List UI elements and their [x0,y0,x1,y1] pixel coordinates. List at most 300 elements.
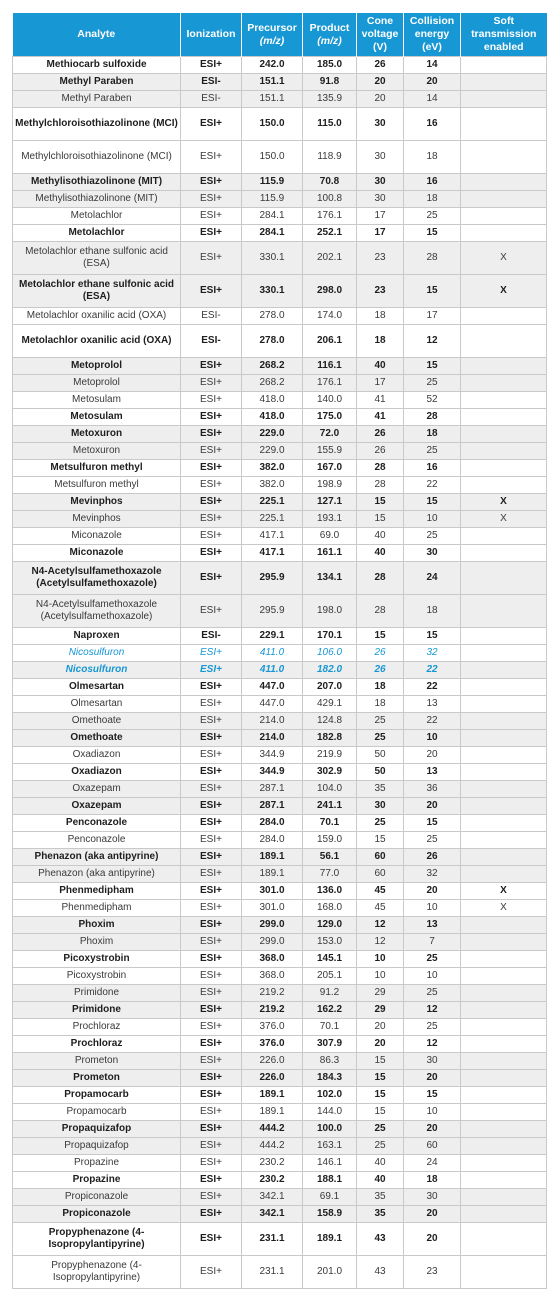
cone-voltage-cell: 15 [357,628,404,645]
ionization-cell: ESI+ [181,781,242,798]
cone-voltage-cell: 18 [357,696,404,713]
cone-voltage-cell: 25 [357,730,404,747]
ionization-cell: ESI- [181,628,242,645]
analyte-cell: Methiocarb sulfoxide [13,57,181,74]
table-row [13,1019,547,1036]
ionization-cell: ESI+ [181,679,242,696]
analyte-cell: Metosulam [13,409,181,426]
collision-energy-cell: 26 [404,849,461,866]
collision-energy-cell: 25 [404,832,461,849]
ionization-cell: ESI+ [181,764,242,781]
table-row [13,628,547,645]
product-cell: 170.1 [303,628,357,645]
collision-energy-cell: 22 [404,679,461,696]
ionization-cell: ESI+ [181,392,242,409]
analyte-cell: Prochloraz [13,1019,181,1036]
precursor-cell: 229.0 [242,426,303,443]
table-row [13,1223,547,1256]
table-row [13,798,547,815]
precursor-cell: 231.1 [242,1223,303,1256]
product-cell: 116.1 [303,358,357,375]
soft-transmission-cell [461,477,547,494]
analyte-cell: Prometon [13,1053,181,1070]
product-cell: 163.1 [303,1138,357,1155]
cone-voltage-cell: 25 [357,1138,404,1155]
collision-energy-cell: 7 [404,934,461,951]
precursor-cell: 214.0 [242,730,303,747]
header-collision-energy: Collision energy (eV) [404,13,461,57]
collision-energy-cell: 12 [404,325,461,358]
table-row [13,409,547,426]
product-cell: 115.0 [303,108,357,141]
soft-transmission-cell [461,849,547,866]
product-cell: 56.1 [303,849,357,866]
collision-energy-cell: 10 [404,900,461,917]
table-row [13,985,547,1002]
product-cell: 140.0 [303,392,357,409]
analyte-cell: Nicosulfuron [13,645,181,662]
collision-energy-cell: 30 [404,545,461,562]
collision-energy-cell: 32 [404,645,461,662]
ionization-cell: ESI+ [181,1053,242,1070]
table-row [13,662,547,679]
precursor-cell: 417.1 [242,528,303,545]
cone-voltage-cell: 25 [357,713,404,730]
table-row [13,1087,547,1104]
analyte-cell: Miconazole [13,528,181,545]
collision-energy-cell: 14 [404,57,461,74]
ionization-cell: ESI+ [181,174,242,191]
precursor-cell: 301.0 [242,883,303,900]
product-cell: 241.1 [303,798,357,815]
soft-transmission-cell [461,174,547,191]
table-row [13,679,547,696]
collision-energy-cell: 20 [404,1070,461,1087]
collision-energy-cell: 10 [404,1104,461,1121]
table-row [13,595,547,628]
precursor-cell: 268.2 [242,375,303,392]
precursor-cell: 330.1 [242,242,303,275]
precursor-cell: 342.1 [242,1189,303,1206]
collision-energy-cell: 32 [404,866,461,883]
soft-transmission-cell [461,628,547,645]
ionization-cell: ESI+ [181,528,242,545]
analyte-cell: Primidone [13,985,181,1002]
analyte-cell: Nicosulfuron [13,662,181,679]
product-cell: 182.8 [303,730,357,747]
cone-voltage-cell: 41 [357,392,404,409]
soft-transmission-cell [461,460,547,477]
ionization-cell: ESI+ [181,1019,242,1036]
precursor-cell: 189.1 [242,1104,303,1121]
collision-energy-cell: 20 [404,798,461,815]
precursor-cell: 295.9 [242,595,303,628]
cone-voltage-cell: 15 [357,1053,404,1070]
analyte-cell: Penconazole [13,815,181,832]
table-row [13,325,547,358]
table-row [13,1155,547,1172]
table-row [13,747,547,764]
cone-voltage-cell: 23 [357,242,404,275]
soft-transmission-cell [461,375,547,392]
ionization-cell: ESI+ [181,798,242,815]
cone-voltage-cell: 25 [357,815,404,832]
analyte-cell: Oxadiazon [13,764,181,781]
product-cell: 135.9 [303,91,357,108]
product-cell: 188.1 [303,1172,357,1189]
collision-energy-cell: 15 [404,815,461,832]
collision-energy-cell: 18 [404,1172,461,1189]
cone-voltage-cell: 28 [357,595,404,628]
collision-energy-cell: 16 [404,460,461,477]
soft-transmission-cell [461,1053,547,1070]
table-row [13,1256,547,1289]
soft-transmission-cell [461,57,547,74]
product-cell: 158.9 [303,1206,357,1223]
cone-voltage-cell: 45 [357,883,404,900]
cone-voltage-cell: 40 [357,1172,404,1189]
product-cell: 202.1 [303,242,357,275]
precursor-cell: 189.1 [242,866,303,883]
precursor-cell: 417.1 [242,545,303,562]
product-cell: 70.1 [303,815,357,832]
analyte-cell: Propazine [13,1172,181,1189]
precursor-cell: 447.0 [242,679,303,696]
product-cell: 159.0 [303,832,357,849]
soft-transmission-cell: X [461,242,547,275]
product-cell: 155.9 [303,443,357,460]
cone-voltage-cell: 18 [357,308,404,325]
precursor-cell: 284.1 [242,225,303,242]
table-row [13,1121,547,1138]
ionization-cell: ESI+ [181,562,242,595]
cone-voltage-cell: 60 [357,866,404,883]
precursor-cell: 368.0 [242,968,303,985]
ionization-cell: ESI- [181,325,242,358]
soft-transmission-cell [461,325,547,358]
soft-transmission-cell [461,1002,547,1019]
product-cell: 77.0 [303,866,357,883]
analyte-cell: Phenmedipham [13,883,181,900]
ionization-cell: ESI+ [181,1104,242,1121]
ionization-cell: ESI+ [181,1155,242,1172]
product-cell: 174.0 [303,308,357,325]
ionization-cell: ESI+ [181,917,242,934]
table-row [13,883,547,900]
table-row [13,74,547,91]
ionization-cell: ESI+ [181,934,242,951]
table-row [13,392,547,409]
soft-transmission-cell [461,562,547,595]
analyte-cell: Penconazole [13,832,181,849]
soft-transmission-cell [461,1104,547,1121]
header-precursor: Precursor (m/z) [242,13,303,57]
header-cone-voltage: Cone voltage (V) [357,13,404,57]
table-row [13,1104,547,1121]
cone-voltage-cell: 60 [357,849,404,866]
analyte-cell: Metsulfuron methyl [13,460,181,477]
product-cell: 106.0 [303,645,357,662]
analyte-cell: Metsulfuron methyl [13,477,181,494]
cone-voltage-cell: 20 [357,91,404,108]
collision-energy-cell: 15 [404,1087,461,1104]
soft-transmission-cell [461,108,547,141]
collision-energy-cell: 25 [404,951,461,968]
cone-voltage-cell: 50 [357,764,404,781]
product-cell: 91.2 [303,985,357,1002]
collision-energy-cell: 18 [404,426,461,443]
precursor-cell: 447.0 [242,696,303,713]
collision-energy-cell: 22 [404,713,461,730]
ionization-cell: ESI+ [181,545,242,562]
ionization-cell: ESI+ [181,849,242,866]
precursor-cell: 219.2 [242,985,303,1002]
precursor-cell: 189.1 [242,849,303,866]
product-cell: 100.8 [303,191,357,208]
table-row [13,934,547,951]
analyte-cell: Methyl Paraben [13,91,181,108]
table-row [13,815,547,832]
header-product: Product (m/z) [303,13,357,57]
cone-voltage-cell: 30 [357,798,404,815]
product-cell: 161.1 [303,545,357,562]
analyte-cell: Propamocarb [13,1087,181,1104]
product-cell: 302.9 [303,764,357,781]
table-row [13,275,547,308]
analyte-cell: N4-Acetylsulfamethoxazole (Acetylsulfamethoxazole) [13,595,181,628]
cone-voltage-cell: 28 [357,562,404,595]
cone-voltage-cell: 30 [357,108,404,141]
cone-voltage-cell: 12 [357,934,404,951]
table-row [13,1070,547,1087]
precursor-cell: 214.0 [242,713,303,730]
analyte-cell: Naproxen [13,628,181,645]
soft-transmission-cell [461,815,547,832]
mrm-table-container [12,13,546,1289]
ionization-cell: ESI- [181,308,242,325]
table-row [13,308,547,325]
collision-energy-cell: 13 [404,696,461,713]
analyte-cell: Metolachlor [13,225,181,242]
analyte-cell: Mevinphos [13,511,181,528]
precursor-cell: 219.2 [242,1002,303,1019]
table-row [13,375,547,392]
table-row [13,645,547,662]
collision-energy-cell: 12 [404,1036,461,1053]
collision-energy-cell: 25 [404,208,461,225]
product-cell: 124.8 [303,713,357,730]
table-row [13,1036,547,1053]
ionization-cell: ESI+ [181,747,242,764]
product-cell: 129.0 [303,917,357,934]
analyte-cell: Propiconazole [13,1189,181,1206]
analyte-cell: Olmesartan [13,679,181,696]
cone-voltage-cell: 35 [357,1206,404,1223]
analyte-cell: Metolachlor ethane sulfonic acid (ESA) [13,242,181,275]
collision-energy-cell: 10 [404,968,461,985]
collision-energy-cell: 60 [404,1138,461,1155]
precursor-cell: 230.2 [242,1155,303,1172]
soft-transmission-cell [461,1036,547,1053]
precursor-cell: 376.0 [242,1036,303,1053]
ionization-cell: ESI+ [181,141,242,174]
collision-energy-cell: 28 [404,409,461,426]
analyte-cell: Olmesartan [13,696,181,713]
table-row [13,781,547,798]
analyte-cell: Propaquizafop [13,1121,181,1138]
product-cell: 167.0 [303,460,357,477]
header-soft-transmission: Soft transmission enabled [461,13,547,57]
analyte-cell: Oxadiazon [13,747,181,764]
soft-transmission-cell [461,426,547,443]
precursor-cell: 411.0 [242,662,303,679]
product-cell: 184.3 [303,1070,357,1087]
header-ionization: Ionization [181,13,242,57]
soft-transmission-cell [461,985,547,1002]
table-row [13,696,547,713]
cone-voltage-cell: 18 [357,679,404,696]
cone-voltage-cell: 35 [357,781,404,798]
soft-transmission-cell [461,713,547,730]
precursor-cell: 115.9 [242,191,303,208]
table-row [13,730,547,747]
ionization-cell: ESI+ [181,1189,242,1206]
analyte-cell: Methylisothiazolinone (MIT) [13,174,181,191]
collision-energy-cell: 17 [404,308,461,325]
precursor-cell: 344.9 [242,747,303,764]
analyte-cell: Metoprolol [13,358,181,375]
cone-voltage-cell: 25 [357,1121,404,1138]
product-cell: 198.0 [303,595,357,628]
collision-energy-cell: 20 [404,74,461,91]
soft-transmission-cell [461,917,547,934]
product-cell: 207.0 [303,679,357,696]
cone-voltage-cell: 23 [357,275,404,308]
header-analyte: Analyte [13,13,181,57]
table-row [13,358,547,375]
ionization-cell: ESI+ [181,662,242,679]
precursor-cell: 150.0 [242,141,303,174]
table-row [13,866,547,883]
analyte-cell: Methyl Paraben [13,74,181,91]
analyte-cell: Miconazole [13,545,181,562]
analyte-cell: Picoxystrobin [13,951,181,968]
soft-transmission-cell [461,1189,547,1206]
soft-transmission-cell: X [461,494,547,511]
product-cell: 146.1 [303,1155,357,1172]
table-row [13,528,547,545]
ionization-cell: ESI+ [181,883,242,900]
analyte-cell: Metoprolol [13,375,181,392]
table-row [13,477,547,494]
product-cell: 175.0 [303,409,357,426]
table-row [13,968,547,985]
table-header-row [13,13,547,57]
product-cell: 69.1 [303,1189,357,1206]
product-cell: 70.1 [303,1019,357,1036]
precursor-cell: 268.2 [242,358,303,375]
table-row [13,900,547,917]
table-row [13,764,547,781]
analyte-cell: Prochloraz [13,1036,181,1053]
cone-voltage-cell: 40 [357,1155,404,1172]
ionization-cell: ESI+ [181,409,242,426]
analyte-cell: Propyphenazone (4-Isopropylantipyrine) [13,1256,181,1289]
analyte-cell: Propaquizafop [13,1138,181,1155]
product-cell: 198.9 [303,477,357,494]
ionization-cell: ESI+ [181,730,242,747]
precursor-cell: 444.2 [242,1121,303,1138]
ionization-cell: ESI+ [181,713,242,730]
ionization-cell: ESI+ [181,208,242,225]
analyte-cell: Methylchloroisothiazolinone (MCI) [13,108,181,141]
collision-energy-cell: 20 [404,1223,461,1256]
soft-transmission-cell: X [461,511,547,528]
ionization-cell: ESI+ [181,375,242,392]
soft-transmission-cell [461,951,547,968]
table-row [13,191,547,208]
soft-transmission-cell [461,1206,547,1223]
analyte-cell: Propyphenazone (4-Isopropylantipyrine) [13,1223,181,1256]
analyte-cell: Oxazepam [13,781,181,798]
precursor-cell: 225.1 [242,511,303,528]
cone-voltage-cell: 20 [357,1019,404,1036]
soft-transmission-cell [461,934,547,951]
cone-voltage-cell: 15 [357,1087,404,1104]
soft-transmission-cell [461,443,547,460]
product-cell: 86.3 [303,1053,357,1070]
table-row [13,511,547,528]
product-cell: 193.1 [303,511,357,528]
collision-energy-cell: 13 [404,764,461,781]
analyte-cell: Propazine [13,1155,181,1172]
product-cell: 189.1 [303,1223,357,1256]
precursor-cell: 418.0 [242,409,303,426]
soft-transmission-cell [461,545,547,562]
precursor-cell: 295.9 [242,562,303,595]
analyte-cell: Metolachlor ethane sulfonic acid (ESA) [13,275,181,308]
precursor-cell: 299.0 [242,934,303,951]
analyte-cell: Propamocarb [13,1104,181,1121]
cone-voltage-cell: 40 [357,528,404,545]
precursor-cell: 376.0 [242,1019,303,1036]
table-row [13,494,547,511]
collision-energy-cell: 36 [404,781,461,798]
collision-energy-cell: 25 [404,1019,461,1036]
cone-voltage-cell: 20 [357,1036,404,1053]
cone-voltage-cell: 41 [357,409,404,426]
soft-transmission-cell [461,1172,547,1189]
ionization-cell: ESI+ [181,1036,242,1053]
ionization-cell: ESI+ [181,985,242,1002]
ionization-cell: ESI+ [181,815,242,832]
ionization-cell: ESI+ [181,696,242,713]
cone-voltage-cell: 26 [357,57,404,74]
table-row [13,545,547,562]
table-row [13,242,547,275]
soft-transmission-cell [461,866,547,883]
precursor-cell: 287.1 [242,798,303,815]
soft-transmission-cell [461,74,547,91]
collision-energy-cell: 28 [404,242,461,275]
product-cell: 168.0 [303,900,357,917]
soft-transmission-cell [461,1121,547,1138]
product-cell: 219.9 [303,747,357,764]
collision-energy-cell: 18 [404,595,461,628]
ionization-cell: ESI+ [181,900,242,917]
analyte-cell: Methylisothiazolinone (MIT) [13,191,181,208]
precursor-cell: 299.0 [242,917,303,934]
